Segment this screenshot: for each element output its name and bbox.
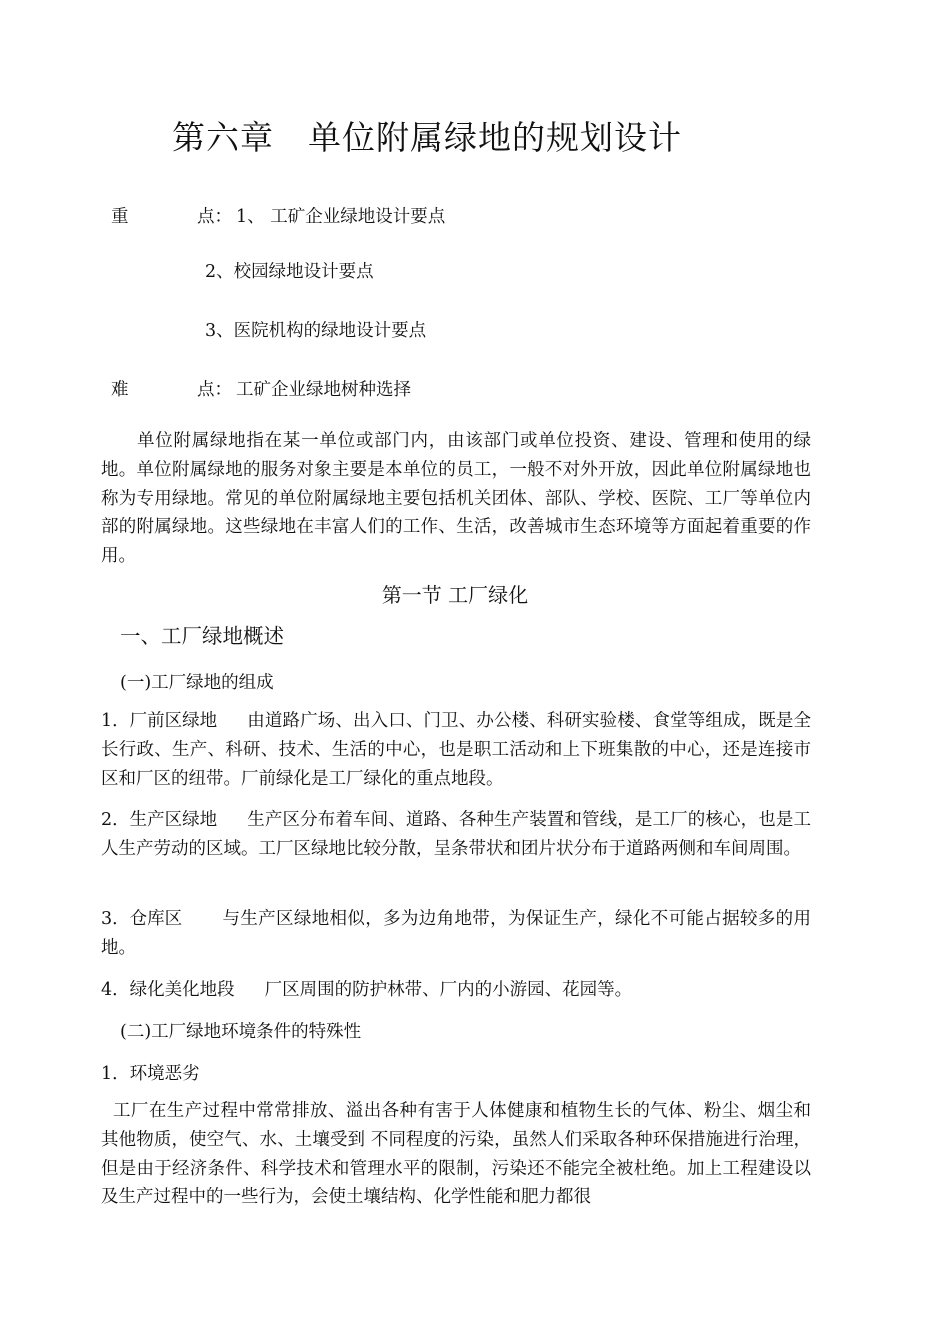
composition-item-label: 1．厂前区绿地	[101, 711, 218, 731]
composition-item-text: 生产区分布着车间、道路、各种生产装置和管线，是工厂的核心，也是工人生产劳动的区域。工厂区绿地比较分散，呈条带状和团片状分布于道路两侧和车间周围。	[101, 810, 811, 859]
difficult-points-label-b: 点：	[197, 380, 232, 400]
composition-item-text: 与生产区绿地相似，多为边角地带，为保证生产，绿化不可能占据较多的用地。	[101, 909, 811, 958]
key-point-item-3: 3、医院机构的绿地设计要点	[205, 321, 427, 341]
subheading-conditions: (二)工厂绿地环境条件的特殊性	[120, 1022, 362, 1042]
chapter-number: 第六章	[172, 118, 274, 157]
composition-item-2	[101, 806, 811, 864]
difficult-points-label-a: 难	[111, 380, 129, 400]
composition-item-label: 2．生产区绿地	[101, 810, 218, 830]
composition-item-1	[101, 707, 811, 793]
composition-item-4	[101, 976, 811, 1005]
key-points-label-b: 点：	[197, 207, 232, 227]
difficult-points-text: 工矿企业绿地树种选择	[236, 380, 411, 400]
intro-paragraph: 单位附属绿地指在某一单位或部门内，由该部门或单位投资、建设、管理和使用的绿地。单位附属绿地的服务对象主要是本单位的员工，一般不对外开放，因此单位附属绿地也称为专用绿地。常见的单位附属绿地主要包括机关团体、部队、学校、医院、工厂等单位内部的附属绿地。这些绿地在丰富人们的工作、生活，改善城市生态环境等方面起着重要的作用。	[101, 431, 811, 567]
heading-1: 一、工厂绿地概述	[120, 624, 284, 648]
chapter-title	[172, 114, 682, 162]
composition-item-3	[101, 905, 811, 963]
section-title: 第一节 工厂绿化	[381, 583, 529, 607]
composition-item-label: 3．仓库区	[101, 909, 183, 929]
key-point-item-1: 1、 工矿企业绿地设计要点	[236, 207, 446, 227]
composition-item-text: 由道路广场、出入口、门卫、办公楼、科研实验楼、食堂等组成，既是全长行政、生产、科研、技术、生活的中心，也是职工活动和上下班集散的中心，还是连接市区和厂区的纽带。厂前绿化是工厂绿化的重点地段。	[101, 711, 811, 789]
chapter-name: 单位附属绿地的规划设计	[308, 118, 682, 157]
condition-1-paragraph: 工厂在生产过程中常常排放、溢出各种有害于人体健康和植物生长的气体、粉尘、烟尘和其他物质，使空气、水、土壤受到 不同程度的污染，虽然人们采取各种环保措施进行治理，但是由于经济条件、科学技术和管理水平的限制，污染还不能完全被杜绝。加上工程建设以及生产过程中的一些行为，会使土壤结构、化学性能和肥力都很	[101, 1101, 811, 1208]
key-point-item-2: 2、校园绿地设计要点	[205, 262, 374, 282]
condition-1-label: 1．环境恶劣	[101, 1064, 200, 1084]
composition-item-label: 4．绿化美化地段	[101, 980, 235, 1000]
subheading-composition: (一)工厂绿地的组成	[120, 673, 274, 693]
composition-item-text: 厂区周围的防护林带、厂内的小游园、花园等。	[264, 980, 633, 1000]
key-points-label-a: 重	[111, 207, 129, 227]
